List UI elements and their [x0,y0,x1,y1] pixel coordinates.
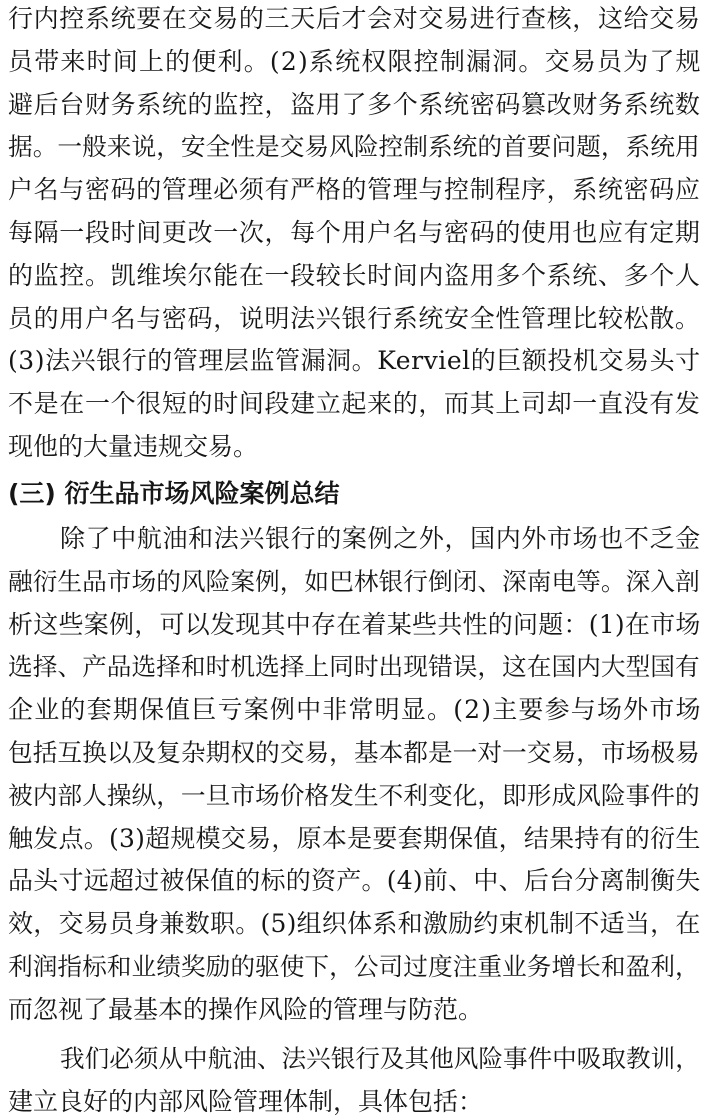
text-line: 融衍生品市场的风险案例，如巴林银行倒闭、深南电等。深入剖 [8,567,700,596]
text-line: 析这些案例，可以发现其中存在着某些共性的问题：(1)在市场 [8,610,701,639]
text-line: 而忽视了最基本的操作风险的管理与防范。 [8,995,484,1024]
text-line: 品头寸远超过被保值的标的资产。(4)前、中、后台分离制衡失 [8,866,701,895]
text-line: 员带来时间上的便利。(2)系统权限控制漏洞。交易员为了规 [8,47,702,76]
text-line: 除了中航油和法兴银行的案例之外，国内外市场也不乏金 [60,524,701,553]
text-line: 的监控。凯维埃尔能在一段较长时间内盗用多个系统、多个人 [8,261,701,290]
text-line: 被内部人操纵，一旦市场价格发生不利变化，即形成风险事件的 [8,781,700,810]
text-line: 据。一般来说，安全性是交易风险控制系统的首要问题，系统用 [8,132,700,161]
text-line: 效，交易员身兼数职。(5)组织体系和激励约束机制不适当，在 [8,909,701,938]
text-line: 建立良好的内部风险管理体制，具体包括： [8,1087,484,1116]
text-line: 现他的大量违规交易。 [8,432,259,461]
text-line: 员的用户名与密码，说明法兴银行系统安全性管理比较松散。 [8,304,701,333]
text-line: 不是在一个很短的时间段建立起来的，而其上司却一直没有发 [8,389,701,418]
text-line: 选择、产品选择和时机选择上同时出现错误，这在国内大型国有 [8,652,700,681]
text-line: 企业的套期保值巨亏案例中非常明显。(2)主要参与场外市场 [8,695,702,724]
text-line: 行内控系统要在交易的三天后才会对交易进行查核，这给交易 [8,4,701,33]
text-line: 触发点。(3)超规模交易，原本是要套期保值，结果持有的衍生 [8,824,701,853]
section-heading: (三) 衍生品市场风险案例总结 [8,479,340,508]
text-line: (3)法兴银行的管理层监管漏洞。Kerviel的巨额投机交易头寸 [8,346,701,375]
text-line: 户名与密码的管理必须有严格的管理与控制程序，系统密码应 [8,175,701,204]
text-line: 包括互换以及复杂期权的交易，基本都是一对一交易，市场极易 [8,738,700,767]
text-line: 每隔一段时间更改一次，每个用户名与密码的使用也应有定期 [8,218,701,247]
text-line: 利润指标和业绩奖励的驱使下，公司过度注重业务增长和盈利， [8,952,700,981]
text-line: 我们必须从中航油、法兴银行及其他风险事件中吸取教训， [60,1044,700,1073]
text-line: 避后台财务系统的监控，盗用了多个系统密码篡改财务系统数 [8,90,701,119]
